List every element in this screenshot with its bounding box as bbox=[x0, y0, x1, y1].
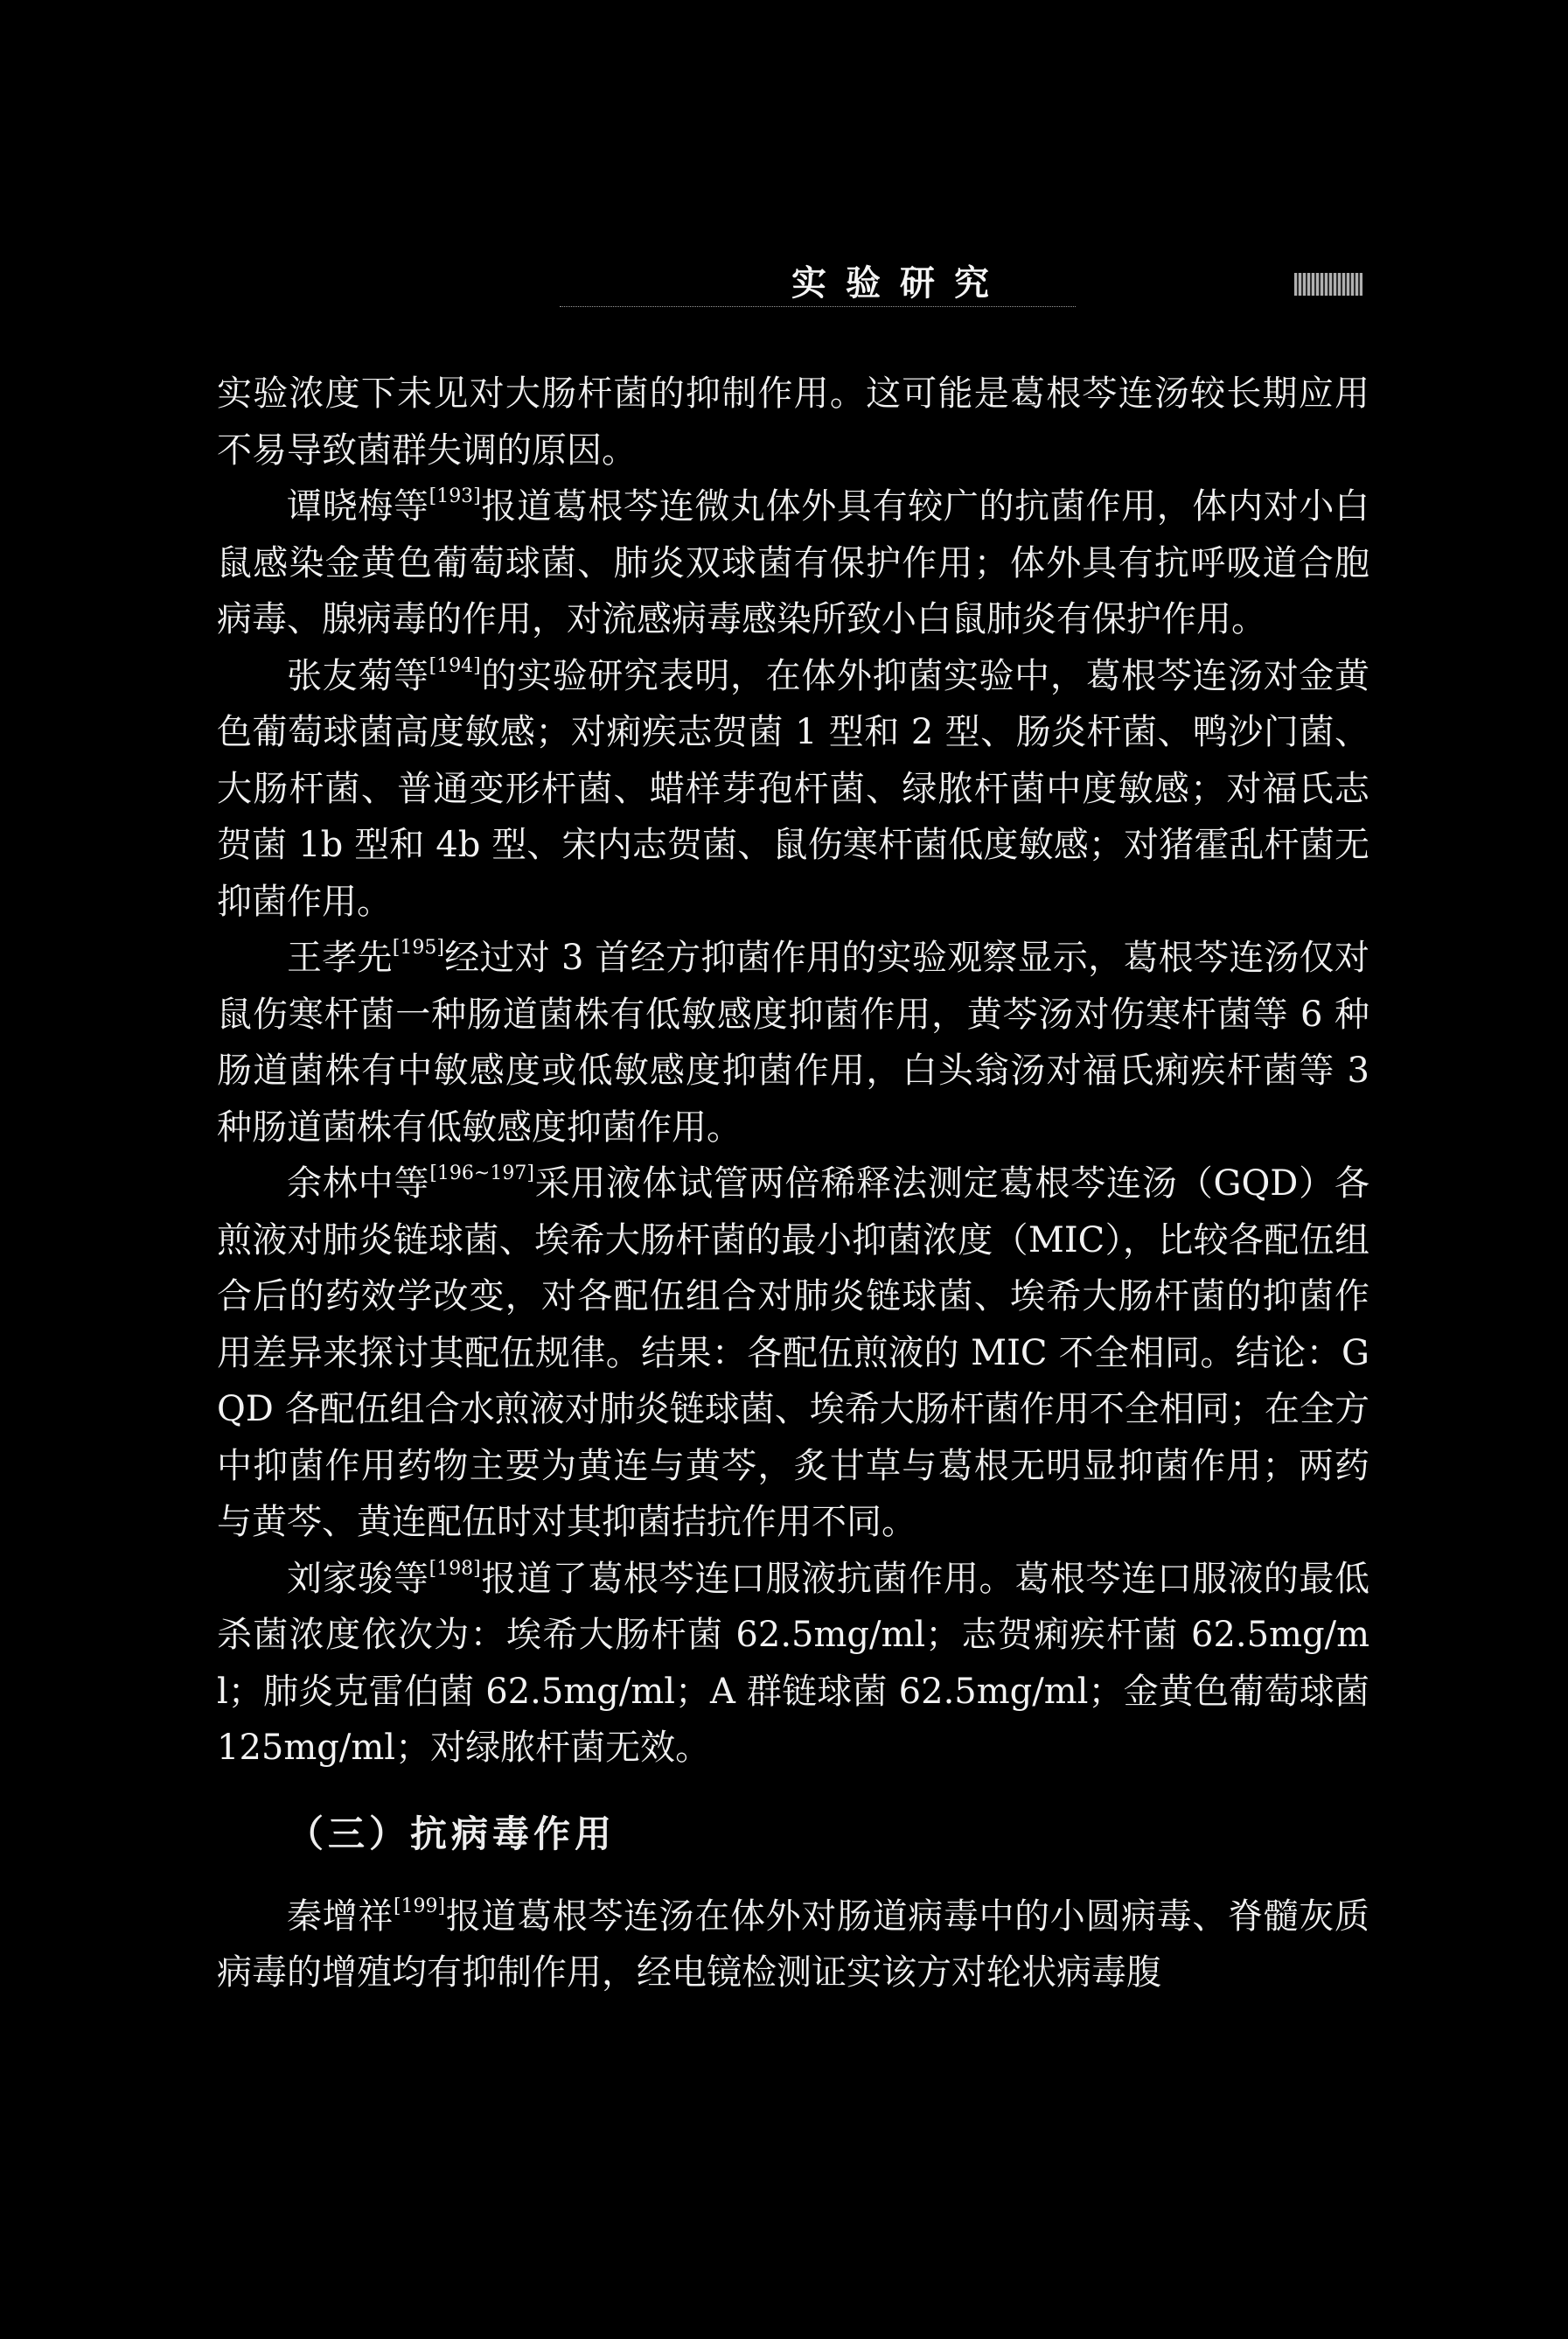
citation-ref: [195] bbox=[392, 937, 444, 959]
running-header-title: 实验研究 bbox=[791, 262, 1008, 304]
paragraph bbox=[217, 478, 1369, 648]
running-header bbox=[0, 255, 1568, 308]
section-heading: （三）抗病毒作用 bbox=[287, 1812, 617, 1855]
citation-ref: [199] bbox=[393, 1895, 446, 1917]
paragraph-text: 报道葛根芩连微丸体外具有较广的抗菌作用，体内对小白鼠感染金黄色葡萄球菌、肺炎双球菌有保护作用；体外具有抗呼吸道合胞病毒、腺病毒的作用，对流感病毒感染所致小白鼠肺炎有保护作用。 bbox=[217, 486, 1370, 639]
paragraph bbox=[217, 930, 1369, 1156]
header-rule bbox=[560, 306, 1076, 307]
citation-ref: [193] bbox=[429, 485, 481, 507]
paragraph-lead: 秦增祥 bbox=[287, 1896, 394, 1937]
paragraph-text: 实验浓度下未见对大肠杆菌的抑制作用。这可能是葛根芩连汤较长期应用不易导致菌群失调的原因。 bbox=[217, 374, 1369, 471]
citation-ref: [196~197] bbox=[429, 1163, 534, 1184]
paragraph bbox=[217, 1551, 1369, 1777]
paragraph-text: 的实验研究表明，在体外抑菌实验中，葛根芩连汤对金黄色葡萄球菌高度敏感；对痢疾志贺菌 1 型和 2 型、肠炎杆菌、鸭沙门菌、大肠杆菌、普通变形杆菌、蜡样芽孢杆菌、绿脓杆菌中度敏感；对福氏志贺菌 1b 型和 4b 型、宋内志贺菌、鼠伤寒杆菌低度敏感；对猪霍乱杆菌无抑菌作用。 bbox=[217, 655, 1370, 922]
paragraph bbox=[217, 648, 1369, 931]
paragraph bbox=[217, 1156, 1369, 1551]
paragraph bbox=[217, 366, 1369, 478]
page-number-mark bbox=[1294, 273, 1362, 296]
paragraph-text: 报道了葛根芩连口服液抗菌作用。葛根芩连口服液的最低杀菌浓度依次为：埃希大肠杆菌 62.5mg/ml；志贺痢疾杆菌 62.5mg/ml；肺炎克雷伯菌 62.5mg/ml；A 群链球菌 62.5mg/ml；金黄色葡萄球菌 125mg/ml；对绿脓杆菌无效。 bbox=[217, 1558, 1370, 1768]
paragraph-text: 报道葛根芩连汤在体外对肠道病毒中的小圆病毒、脊髓灰质病毒的增殖均有抑制作用，经电镜检测证实该方对轮状病毒腹 bbox=[217, 1896, 1370, 1993]
paragraph-lead: 刘家骏等 bbox=[287, 1558, 429, 1599]
paragraph-lead: 谭晓梅等 bbox=[287, 486, 429, 527]
paragraph-lead: 余林中等 bbox=[287, 1163, 430, 1204]
paragraph bbox=[217, 1889, 1369, 2001]
body-text bbox=[217, 366, 1369, 2001]
citation-ref: [198] bbox=[429, 1557, 481, 1580]
citation-ref: [194] bbox=[429, 654, 481, 677]
paragraph-text: 采用液体试管两倍稀释法测定葛根芩连汤（GQD）各煎液对肺炎链球菌、埃希大肠杆菌的最小抑菌浓度（MIC），比较各配伍组合后的药效学改变，对各配伍组合对肺炎链球菌、埃希大肠杆菌的抑菌作用差异来探讨其配伍规律。结果：各配伍煎液的 MIC 不全相同。结论：GQD 各配伍组合水煎液对肺炎链球菌、埃希大肠杆菌作用不全相同；在全方中抑菌作用药物主要为黄连与黄芩，炙甘草与葛根无明显抑菌作用；两药与黄芩、黄连配伍时对其抑菌拮抗作用不同。 bbox=[217, 1163, 1369, 1542]
paragraph-lead: 张友菊等 bbox=[287, 655, 429, 696]
paragraph-text: 经过对 3 首经方抑菌作用的实验观察显示，葛根芩连汤仅对鼠伤寒杆菌一种肠道菌株有低敏感度抑菌作用，黄芩汤对伤寒杆菌等 6 种肠道菌株有中敏感度或低敏感度抑菌作用，白头翁汤对福氏痢疾杆菌等 3 种肠道菌株有低敏感度抑菌作用。 bbox=[217, 938, 1369, 1148]
paragraph-lead: 王孝先 bbox=[287, 938, 393, 978]
